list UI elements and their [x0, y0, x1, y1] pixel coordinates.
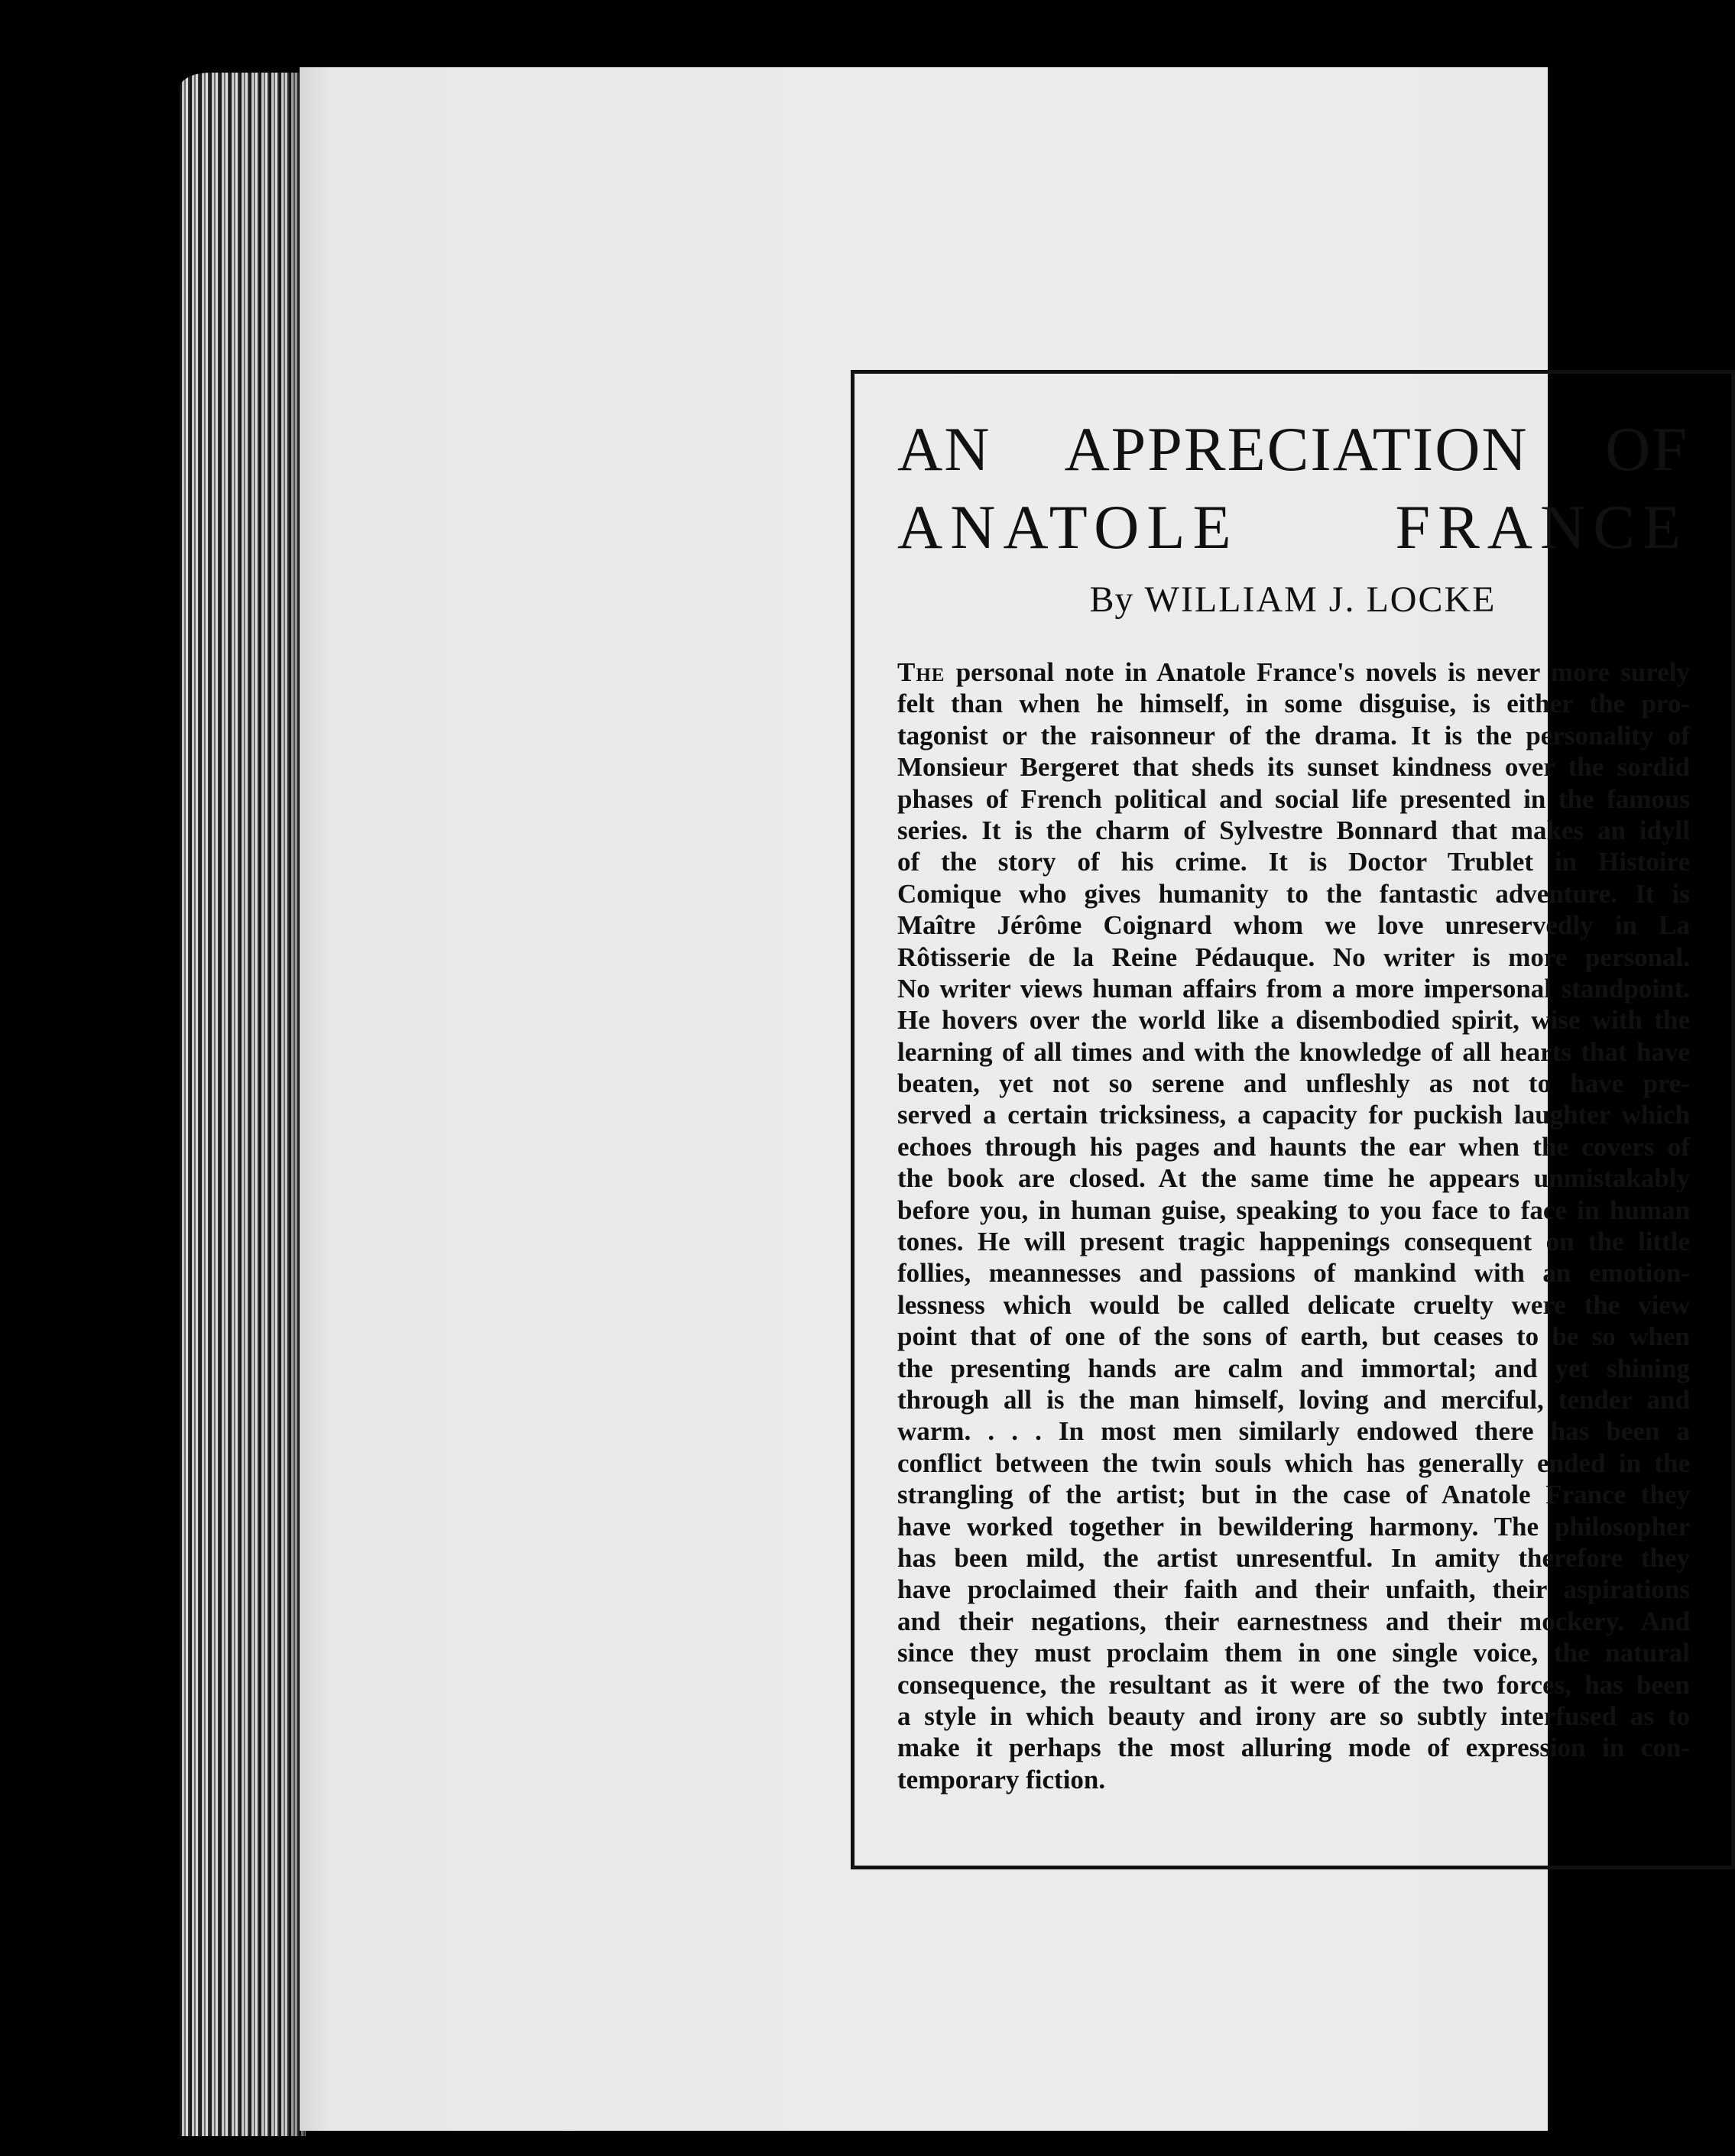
body-line: point that of one of the sons of earth, but ceases to be so when [897, 1321, 1690, 1352]
body-line: Rôtisserie de la Reine Pédauque. No writer is more personal. [897, 942, 1690, 972]
body-line: felt than when he himself, in some disguise, is either the pro- [897, 689, 1690, 719]
body-line: conflict between the twin souls which has generally ended in the [897, 1448, 1690, 1478]
article-frame [851, 370, 1735, 1869]
author-name: WILLIAM J. LOCKE [1144, 579, 1497, 620]
body-line: of the story of his crime. It is Doctor Trublet in Histoire [897, 847, 1690, 877]
article-title-line-2: ANATOLE FRANCE [897, 492, 1688, 562]
opening-word: The [897, 657, 945, 687]
body-line: phases of French political and social life presented in the famous [897, 783, 1690, 814]
body-line-text: personal note in Anatole France's novels is never more surely [945, 657, 1690, 687]
body-line: the book are closed. At the same time he appears unmistakably [897, 1163, 1690, 1194]
body-line: lessness which would be called delicate cruelty were the view [897, 1289, 1690, 1320]
body-line: the presenting hands are calm and immortal; and yet shining [897, 1353, 1690, 1383]
article-title-line-1: AN APPRECIATION OF [897, 414, 1688, 484]
body-line: strangling of the artist; but in the case of Anatole France they [897, 1480, 1690, 1510]
book-page-edges [180, 73, 306, 2136]
body-line: make it perhaps the most alluring mode of expression in con- [897, 1733, 1690, 1763]
body-line: follies, meannesses and passions of mankind with an emotion- [897, 1258, 1690, 1289]
body-line: have worked together in bewildering harmony. The philosopher [897, 1511, 1690, 1542]
body-line: echoes through his pages and haunts the ear when the covers of [897, 1131, 1690, 1162]
body-line: since they must proclaim them in one single voice, the natural [897, 1638, 1690, 1668]
body-line: tagonist or the raisonneur of the drama. It is the personality of [897, 720, 1690, 751]
byline [855, 579, 1731, 621]
body-line: beaten, yet not so serene and unfleshly as not to have pre- [897, 1068, 1690, 1099]
body-line: warm. . . . In most men similarly endowed there has been a [897, 1416, 1690, 1447]
body-line: tones. He will present tragic happenings consequent on the little [897, 1227, 1690, 1257]
article-body [897, 657, 1690, 1795]
body-line: and their negations, their earnestness and their mockery. And [897, 1606, 1690, 1636]
body-line: before you, in human guise, speaking to you face to face in human [897, 1195, 1690, 1225]
body-line: series. It is the charm of Sylvestre Bonnard that makes an idyll [897, 815, 1690, 845]
book-page [300, 67, 1690, 2131]
body-line: Monsieur Bergeret that sheds its sunset kindness over the sordid [897, 752, 1690, 783]
body-line: Maître Jérôme Coignard whom we love unreservedly in La [897, 910, 1690, 941]
body-line: He hovers over the world like a disembodied spirit, wise with the [897, 1005, 1690, 1036]
body-line: have proclaimed their faith and their unfaith, their aspirations [897, 1574, 1690, 1605]
body-line: learning of all times and with the knowledge of all hearts that have [897, 1036, 1690, 1067]
body-line: No writer views human affairs from a more impersonal standpoint. [897, 973, 1690, 1003]
body-line [897, 657, 1690, 688]
body-line: a style in which beauty and irony are so subtly interfused as to [897, 1700, 1690, 1731]
body-line: Comique who gives humanity to the fantastic adventure. It is [897, 878, 1690, 909]
body-line: has been mild, the artist unresentful. In amity therefore they [897, 1542, 1690, 1573]
body-line: through all is the man himself, loving and merciful, tender and [897, 1384, 1690, 1415]
body-line: served a certain tricksiness, a capacity for puckish laughter which [897, 1100, 1690, 1130]
body-line: temporary fiction. [897, 1764, 1106, 1795]
body-line: consequence, the resultant as it were of the two forces, has been [897, 1669, 1690, 1700]
byline-prefix: By [1089, 579, 1134, 620]
